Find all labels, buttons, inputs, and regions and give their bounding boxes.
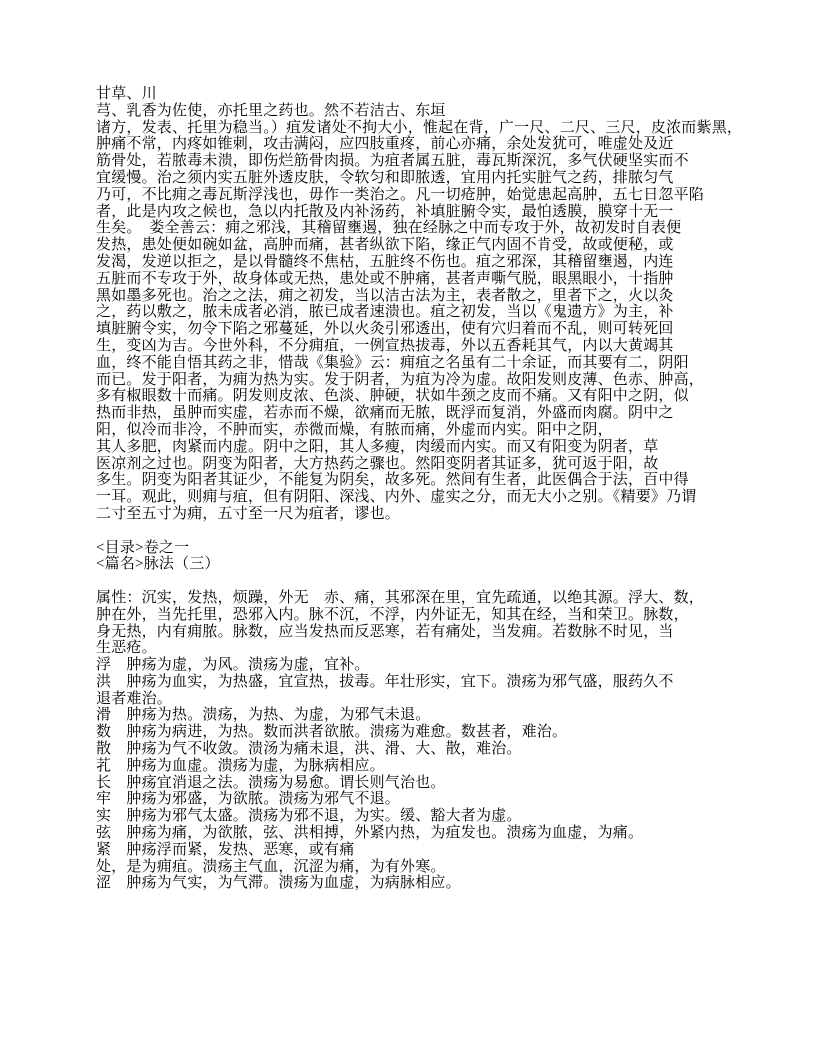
text-line: 血，终不能自悟其药之非，惜哉《集验》云：痈疽之名虽有二十余证，而其要有二，阴阳 [96, 354, 689, 371]
text-line: 其人多肥，肉紧而内虚。阴中之阳，其人多瘦，肉缓而内实。而又有阳变为阴者，草 [96, 438, 659, 455]
text-line: 医凉剂之过也。阴变为阳者，大方热药之骤也。然阳变阴者其证多，犹可返于阳，故 [96, 455, 659, 472]
text-line: 诸方，发表、托里为稳当。）疽发诸处不拘大小，惟起在背，广一尺、二尺、三尺，皮浓而紫黑， [96, 119, 743, 136]
text-line: 填脏腑令实，勿令下陷之邪蔓延，外以火灸引邪透出，使有穴归着而不乱，则可转死回 [96, 321, 674, 338]
section-heading: <篇名>脉法（三） [96, 556, 220, 573]
text-line: 阳，似冷而非冷，不肿而实，赤微而燥，有脓而痛，外虚而内实。阳中之阴， [96, 421, 613, 438]
pulse-entry-jin: 紧 肿疡浮而紧，发热、恶寒，或有痛 [96, 841, 355, 858]
pulse-entry-hong-cont: 退者难治。 [96, 690, 173, 707]
text-line: 发热，患处便如碗如盆，高肿而痛，甚者纵欲下陷，缘正气内固不肯受，故或便秘，或 [96, 237, 674, 254]
pulse-entry-shuo: 数 肿疡为病进，为热。数而洪者欲脓。溃疡为难愈。数甚者，难治。 [96, 724, 568, 741]
text-line: 芎、乳香为佐使，亦托里之药也。然不若洁古、东垣 [96, 102, 446, 119]
text-line: 乃可，不比痈之毒瓦斯浮浅也，毋作一类治之。凡一切疮肿，始觉患起高肿，五七日忽平陷 [96, 186, 705, 203]
text-line: 生恶疮。 [96, 640, 157, 657]
text-line: 肿在外，当先托里，恐邪入内。脉不沉，不浮，内外证无，知其在经，当和荣卫。脉数， [96, 606, 689, 623]
text-line: 甘草、川 [96, 86, 157, 102]
pulse-entry-jin-cont: 处，是为痈疽。溃疡主气血，沉涩为痛，为有外寒。 [96, 858, 446, 875]
text-line: 热而非热，虽肿而实虚，若赤而不燥，欲痛而无脓，既浮而复消，外盛而肉腐。阴中之 [96, 405, 674, 422]
pulse-entry-chang: 长 肿疡宜消退之法。溃疡为易愈。谓长则气治也。 [96, 774, 446, 791]
pulse-entry-kou: 芤 肿疡为血虚。溃疡为虚，为脉病相应。 [96, 757, 385, 774]
text-line: 身无热，内有痈脓。脉数，应当发热而反恶寒，若有痛处，当发痈。若数脉不时见，当 [96, 623, 674, 640]
text-line: 属性：沉实，发热，烦躁，外无 赤、痛，其邪深在里，宜先疏通，以绝其源。浮大、数， [96, 589, 705, 606]
blank-line [96, 523, 738, 540]
pulse-entry-shi: 实 肿疡为邪气太盛。溃疡为邪不退，为实。缓、豁大者为虚。 [96, 808, 522, 825]
blank-line [96, 573, 738, 590]
text-line: 之，药以敷之，脓未成者必消，脓已成者速溃也。疽之初发，当以《鬼遗方》为主，补 [96, 304, 674, 321]
text-line: 者，此是内攻之候也，急以内托散及内补汤药，补填脏腑令实，最怕透膜，膜穿十无一 [96, 203, 674, 220]
text-line: 黑如墨多死也。治之之法，痈之初发，当以洁古法为主，表者散之，里者下之，火以灸 [96, 287, 674, 304]
text-line: 一耳。观此，则痈与疽，但有阴阳、深浅、内外、虚实之分，而无大小之别。《精要》乃谓 [96, 489, 697, 506]
pulse-entry-se: 涩 肿疡为气实，为气滞。溃疡为血虚，为病脉相应。 [96, 875, 461, 892]
pulse-entry-xian: 弦 肿疡为痛，为欲脓，弦、洪相搏，外紧内热，为疽发也。溃疡为血虚，为痛。 [96, 825, 644, 842]
pulse-entry-hua: 滑 肿疡为热。溃疡，为热、为虚，为邪气未退。 [96, 707, 431, 724]
text-line: 筋骨处，若脓毒未溃，即伤烂筋骨肉损。为疽者属五脏，毒瓦斯深沉，多气伏硬坚实而不 [96, 153, 689, 170]
toc-heading: <目录>卷之一 [96, 539, 190, 556]
text-line: 多生。阴变为阳者其证少，不能复为阴矣，故多死。然间有生者，此医偶合于法，百中得 [96, 472, 689, 489]
pulse-entry-hong: 洪 肿疡为血实，为热盛，宜宣热，拔毒。年壮形实，宜下。溃疡为邪气盛，服药久不 [96, 673, 674, 690]
text-line: 二寸至五寸为痈，五寸至一尺为疽者，谬也。 [96, 505, 401, 522]
pulse-entry-fu: 浮 肿疡为虚，为风。溃疡为虚，宜补。 [96, 657, 370, 674]
pulse-entry-lao: 牢 肿疡为邪盛，为欲脓。溃疡为邪气不退。 [96, 791, 401, 808]
text-line: 宜缓慢。治之须内实五脏外透皮肤，令软匀和即脓透，宜用内托实脏气之药，排脓匀气 [96, 169, 674, 186]
text-line: 多有椒眼数十而痛。阴发则皮浓、色淡、肿硬，状如牛颈之皮而不痛。又有阳中之阴，似 [96, 388, 689, 405]
text-line: 发渴，发逆以拒之，是以骨髓终不焦枯，五脏终不伤也。疽之邪深，其稽留壅遏，内连 [96, 253, 674, 270]
text-line: 而已。发于阳者，为痈为热为实。发于阴者，为疽为冷为虚。故阳发则皮薄、色赤、肿高， [96, 371, 705, 388]
text-line: 生，变凶为吉。今世外科，不分痈疽，一例宣热拔毒，外以五香耗其气，内以大黄竭其 [96, 337, 674, 354]
pulse-entry-san: 散 肿疡为气不收敛。溃汤为痛未退，洪、滑、大、散，难治。 [96, 741, 522, 758]
text-line: 五脏而不专攻于外，故身体或无热，患处或不肿痛，甚者声嘶气脱，眼黑眼小，十指肿 [96, 270, 674, 287]
text-line: 肿痛不常，内疼如锥刺，攻击满闷，应四肢重疼，前心亦痛，余处发犹可，唯虚处及近 [96, 136, 674, 153]
text-line: 生矣。 娄全善云：痈之邪浅，其稽留壅遏，独在经脉之中而专攻于外，故初发时自表便 [96, 220, 682, 237]
